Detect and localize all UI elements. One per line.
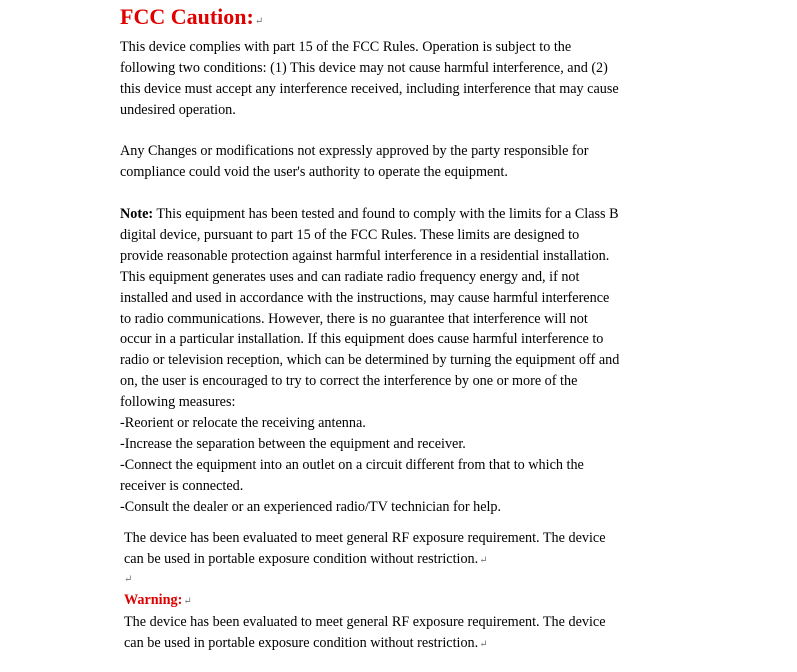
text-line: This device complies with part 15 of the FCC Rules. Operation is subject to the — [120, 39, 572, 55]
text-line-content: can be used in portable exposure condition without restriction. — [124, 634, 479, 651]
paragraph-mark-icon: ↵ — [254, 16, 264, 27]
paragraph-mark-icon: ↵ — [124, 574, 133, 585]
measure-item: -Reorient or relocate the receiving antenna. — [120, 415, 366, 432]
heading-text: FCC Caution: — [120, 4, 254, 29]
text-line: following measures: — [120, 394, 236, 411]
warning-paragraph — [124, 612, 690, 656]
text-line: to radio communications. However, there is no guarantee that interference will not — [120, 310, 588, 327]
note-paragraph — [120, 204, 686, 518]
measure-item: -Increase the separation between the equipment and receiver. — [120, 435, 466, 452]
measure-item: receiver is connected. — [120, 477, 244, 494]
rf-exposure-paragraph — [124, 528, 690, 572]
text-line: radio or television reception, which can be determined by turning the equipment off and — [120, 352, 620, 369]
measure-item: -Consult the dealer or an experienced radio/TV technician for help. — [120, 498, 502, 515]
warning-text: Warning: — [124, 592, 183, 608]
measure-item: -Connect the equipment into an outlet on a circuit different from that to which the — [120, 456, 584, 473]
warning-heading — [124, 590, 192, 612]
text-line: Any Changes or modifications not expressly approved by the party responsible for — [120, 143, 589, 159]
paragraph-mark-icon: ↵ — [479, 638, 488, 650]
text-line: undesired operation. — [120, 101, 236, 118]
text-line: on, the user is encouraged to try to correct the interference by one or more of the — [120, 373, 578, 390]
modifications-paragraph — [120, 141, 686, 183]
paragraph-mark-icon: ↵ — [183, 596, 192, 607]
note-label: Note: — [120, 206, 154, 222]
text-line-content: can be used in portable exposure condition without restriction. — [124, 550, 479, 567]
text-line: following two conditions: (1) This device may not cause harmful interference, and (2) — [120, 59, 608, 76]
text-line — [120, 204, 686, 225]
text-line: The device has been evaluated to meet general RF exposure requirement. The device — [124, 530, 606, 546]
text-line — [124, 549, 690, 572]
text-line: compliance could void the user's authority to operate the equipment. — [120, 163, 508, 180]
text-line — [124, 633, 690, 656]
fcc-caution-heading — [120, 4, 263, 35]
text-line: provide reasonable protection against harmful interference in a residential installation. — [120, 247, 610, 264]
text-line: The device has been evaluated to meet general RF exposure requirement. The device — [124, 614, 606, 630]
text-line: installed and used in accordance with the instructions, may cause harmful interference — [120, 289, 610, 306]
paragraph-mark-icon: ↵ — [479, 554, 488, 566]
compliance-paragraph — [120, 37, 686, 121]
text-line: this device must accept any interference received, including interference that may cause — [120, 80, 619, 97]
text-line: occur in a particular installation. If this equipment does cause harmful interference to — [120, 331, 604, 348]
text-line: This equipment generates uses and can radiate radio frequency energy and, if not — [120, 268, 580, 285]
note-text: This equipment has been tested and found to comply with the limits for a Class B — [153, 206, 619, 222]
text-line: digital device, pursuant to part 15 of the FCC Rules. These limits are designed to — [120, 226, 580, 243]
